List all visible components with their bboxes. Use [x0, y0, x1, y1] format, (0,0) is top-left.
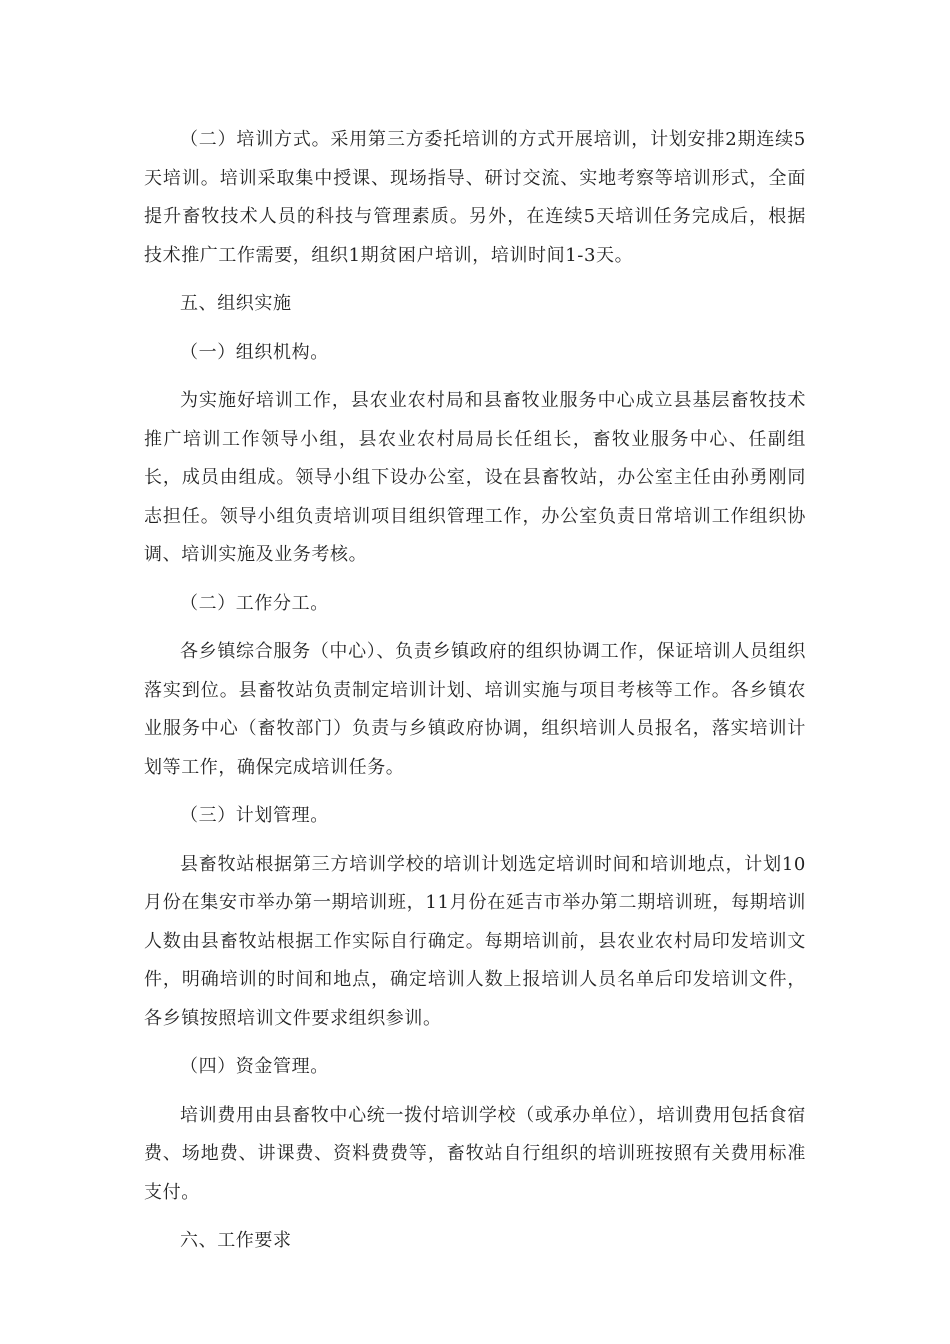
subheading-division-of-work: （二）工作分工。: [180, 592, 329, 614]
subheading-fund-management: （四）资金管理。: [180, 1056, 329, 1077]
spacer: [144, 836, 806, 846]
section-heading-organization: 五、组织实施: [180, 293, 292, 314]
spacer: [144, 1038, 806, 1048]
paragraph-organization-body: 为实施好培训工作，县农业农村局和县畜牧业服务中心成立县基层畜牧技术推广培训工作领导小组，县农业农村局局长任组长，畜牧业服务中心、任副组长，成员由组成。领导小组下设办公室，设在县畜牧站，办公室主任由孙勇刚同志担任。领导小组负责培训项目组织管理工作，办公室负责日常培训工作组织协调、培训实施及业务考核。: [144, 390, 806, 565]
paragraph-training-method: （二）培训方式。采用第三方委托培训的方式开展培训，计划安排2期连续5天培训。培训采取集中授课、现场指导、研讨交流、实地考察等培训形式，全面提升畜牧技术人员的科技与管理素质。另外，在连续5天培训任务完成后，根据技术推广工作需要，组织1期贫困户培训，培训时间1-3天。: [144, 129, 806, 266]
document-body: [144, 121, 806, 1261]
spacer: [144, 575, 806, 585]
spacer: [144, 275, 806, 285]
spacer: [144, 623, 806, 633]
spacer: [144, 787, 806, 797]
paragraph-division-of-work: 各乡镇综合服务（中心）、负责乡镇政府的组织协调工作，保证培训人员组织落实到位。县畜牧站负责制定培训计划、培训实施与项目考核等工作。各乡镇农业服务中心（畜牧部门）负责与乡镇政府协调，组织培训人员报名，落实培训计划等工作，确保完成培训任务。: [144, 641, 806, 778]
paragraph-plan-management: 县畜牧站根据第三方培训学校的培训计划选定培训时间和培训地点，计划10月份在集安市举办第一期培训班，11月份在延吉市举办第二期培训班，每期培训人数由县畜牧站根据工作实际自行确定。每期培训前，县农业农村局印发培训文件，明确培训的时间和地点，确定培训人数上报培训人员名单后印发培训文件，各乡镇按照培训文件要求组织参训。: [144, 853, 806, 1029]
subheading-plan-management: （三）计划管理。: [180, 805, 329, 826]
spacer: [144, 1212, 806, 1222]
spacer: [144, 1087, 806, 1097]
spacer: [144, 324, 806, 334]
spacer: [144, 372, 806, 382]
section-heading-work-requirements: 六、工作要求: [180, 1230, 292, 1251]
paragraph-fund-management: 培训费用由县畜牧中心统一拨付培训学校（或承办单位），培训费用包括食宿费、场地费、讲课费、资料费费等，畜牧站自行组织的培训班按照有关费用标准支付。: [144, 1104, 806, 1203]
subheading-organization-body: （一）组织机构。: [180, 341, 329, 363]
